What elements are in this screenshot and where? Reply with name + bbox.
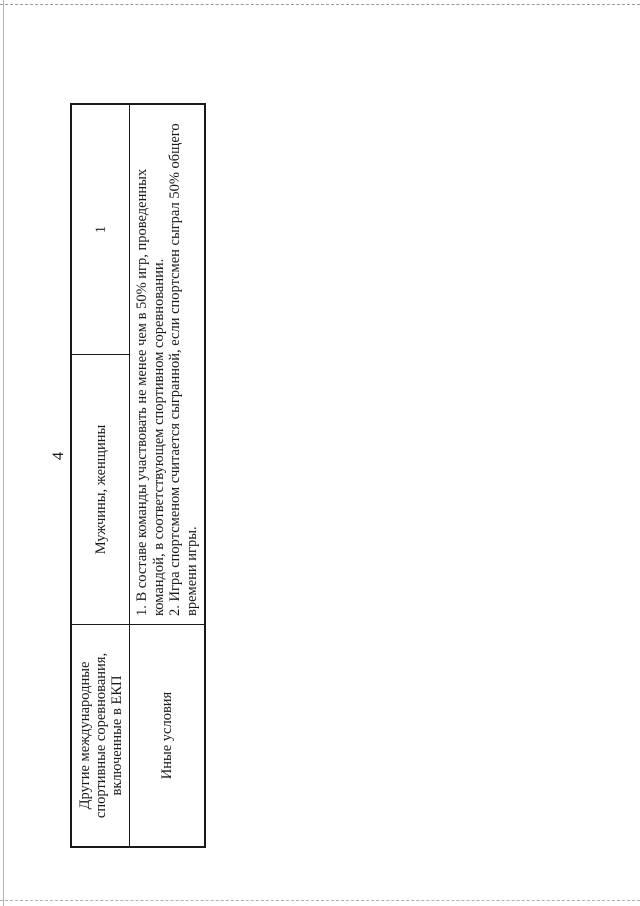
competition-text: Другие международные спортивные соревнования, включенные в ЕКП — [76, 652, 125, 819]
value-text: 1 — [92, 225, 109, 234]
value-cell — [72, 105, 129, 354]
condition-2: 2. Игра спортсменом считается сыгранной, если спортсмен сыграл 50% общего времени игры. — [167, 123, 200, 616]
table-row — [72, 105, 130, 846]
conditions-cell — [130, 105, 204, 624]
requirements-table — [70, 103, 206, 848]
competition-cell — [72, 624, 129, 846]
table-row — [130, 105, 204, 846]
other-conditions-label: Иные условия — [159, 691, 175, 780]
page-number: 4 — [50, 452, 67, 460]
condition-1: 1. В составе команды участвовать не менее чем в 50% игр, проведенных командой, в соответствующем спортивном соревновании. — [134, 168, 167, 616]
gender-text: Мужчины, женщины — [92, 424, 109, 555]
gender-cell — [72, 354, 129, 624]
other-conditions-label-cell — [130, 624, 204, 846]
